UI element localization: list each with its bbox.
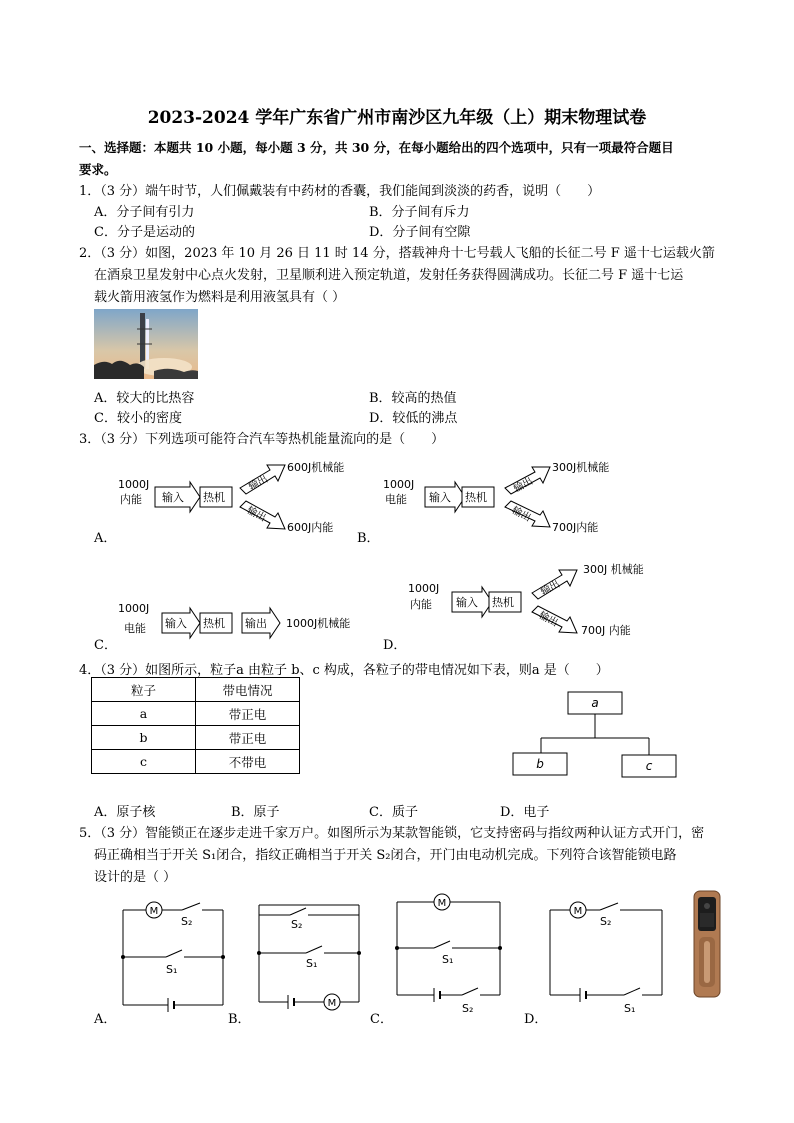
q3-diagram-d (405, 557, 665, 647)
q1-option-d[interactable]: D．分子间有空隙 (369, 225, 471, 240)
q3-diagram-a (110, 455, 360, 545)
q1-option-a[interactable]: A．分子间有引力 (94, 205, 195, 220)
table-header-row (92, 678, 300, 702)
diag-b-input-value: 1000J (383, 478, 415, 491)
q2-stem-line1: 2．（3 分）如图，2023 年 10 月 26 日 11 时 14 分，搭载神舟十七号载人飞船的长征二号 F 遥十七运载火箭 (79, 246, 715, 261)
switch-s1-label: S₁ (166, 963, 178, 976)
q5-option-d[interactable]: D． (524, 1012, 548, 1027)
diag-d-input-value: 1000J (408, 582, 440, 595)
motor-label: M (573, 906, 583, 917)
q5-option-a[interactable]: A． (94, 1012, 117, 1027)
q5-stem-line2: 码正确相当于开关 S₁闭合，指纹正确相当于开关 S₂闭合，开门由电动机完成。下列符合该智能锁电路 (94, 848, 677, 863)
diag-c-arrow-in: 输入 (165, 617, 187, 630)
table-cell: a (92, 702, 196, 726)
section-heading-line2: 要求。 (79, 162, 117, 177)
diag-b-out2: 700J内能 (552, 521, 599, 534)
q3-diagram-c (110, 595, 370, 645)
diag-d-arrow-out2: 输出 (536, 610, 560, 630)
page-title: 2023-2024 学年广东省广州市南沙区九年级（上）期末物理试卷 (147, 108, 647, 128)
table-cell: b (92, 726, 196, 750)
diag-d-input-type: 内能 (410, 598, 432, 611)
diag-a-out2: 600J内能 (287, 521, 334, 534)
q3-option-d[interactable]: D． (383, 638, 407, 653)
q3-option-c[interactable]: C． (94, 638, 117, 653)
table-row (92, 702, 300, 726)
q3-option-a[interactable]: A． (94, 531, 117, 546)
q2-option-c[interactable]: C．较小的密度 (94, 411, 182, 426)
q2-stem-line3: 载火箭用液氢作为燃料是利用液氢具有（ ） (94, 290, 346, 305)
table-cell: 带正电 (196, 702, 300, 726)
tree-node-b: b (536, 757, 544, 771)
diag-d-out1: 300J 机械能 (583, 563, 644, 576)
table-row (92, 750, 300, 774)
q2-option-d[interactable]: D．较低的沸点 (369, 411, 458, 426)
diag-d-arrow-out1: 输出 (539, 578, 562, 598)
q4-option-d[interactable]: D．电子 (500, 805, 550, 820)
diag-c-input-value: 1000J (118, 602, 150, 615)
motor-label: M (149, 906, 159, 917)
diag-a-arrow-in: 输入 (162, 491, 184, 504)
diag-d-engine: 热机 (492, 596, 514, 609)
q5-stem-line3: 设计的是（ ） (94, 870, 177, 885)
motor-label: M (327, 998, 337, 1009)
q2-option-b[interactable]: B．较高的热值 (369, 391, 457, 406)
switch-s2-label: S₂ (291, 918, 303, 931)
diag-c-engine: 热机 (203, 617, 225, 630)
q5-option-c[interactable]: C． (370, 1012, 393, 1027)
diag-b-arrow-in: 输入 (429, 491, 451, 504)
q4-stem: 4．（3 分）如图所示，粒子a 由粒子 b、c 构成，各粒子的带电情况如下表，则a 是（ ） (79, 663, 609, 678)
q3-diagram-b (380, 455, 640, 545)
diag-d-arrow-in: 输入 (456, 596, 478, 609)
q2-stem-line2: 在酒泉卫星发射中心点火发射，卫星顺利进入预定轨道，发射任务获得圆满成功。长征二号 F 遥十七运 (94, 268, 684, 283)
diag-d-out2: 700J 内能 (581, 624, 631, 637)
q1-option-c[interactable]: C．分子是运动的 (94, 225, 195, 240)
q1-stem: 1．（3 分）端午时节，人们佩戴装有中药材的香囊，我们能闻到淡淡的药香，说明（ ） (79, 184, 601, 199)
table-row (92, 726, 300, 750)
diag-a-input-value: 1000J (118, 478, 150, 491)
diag-c-out1: 1000J机械能 (286, 617, 351, 630)
q3-stem: 3．（3 分）下列选项可能符合汽车等热机能量流向的是（ ） (79, 432, 445, 447)
q3-option-b[interactable]: B． (357, 531, 380, 546)
q5-circuit-b (254, 895, 366, 1015)
diag-a-out1: 600J机械能 (287, 461, 345, 474)
q5-stem-line1: 5．（3 分）智能锁正在逐步走进千家万户。如图所示为某款智能锁，它支持密码与指纹两种认证方式开门，密 (79, 826, 705, 841)
switch-s1-label: S₁ (306, 957, 318, 970)
diag-a-arrow-out2: 输出 (244, 505, 268, 525)
q4-option-a[interactable]: A．原子核 (94, 805, 156, 820)
diag-a-input-type: 内能 (120, 493, 142, 506)
switch-s1-label: S₁ (624, 1002, 636, 1015)
diag-b-arrow-out2: 输出 (509, 505, 533, 525)
diag-b-input-type: 电能 (385, 493, 407, 506)
switch-s2-label: S₂ (462, 1002, 474, 1015)
particle-charge-table (91, 677, 300, 774)
section-heading-line1: 一、选择题：本题共 10 小题，每小题 3 分，共 30 分，在每小题给出的四个选项中，只有一项最符合题目 (79, 140, 674, 155)
q1-option-b[interactable]: B．分子间有斥力 (369, 205, 470, 220)
diag-a-arrow-out1: 输出 (247, 473, 270, 493)
q5-option-b[interactable]: B． (228, 1012, 251, 1027)
table-cell: 不带电 (196, 750, 300, 774)
table-header-cell: 带电情况 (196, 678, 300, 702)
switch-s2-label: S₂ (181, 915, 193, 928)
smart-lock-photo (692, 889, 722, 999)
tree-node-a: a (591, 696, 599, 710)
motor-label: M (437, 898, 447, 909)
q4-option-b[interactable]: B．原子 (231, 805, 280, 820)
diag-c-input-type: 电能 (124, 622, 146, 635)
table-cell: c (92, 750, 196, 774)
particle-tree-diagram (510, 690, 680, 780)
switch-s1-label: S₁ (442, 953, 454, 966)
q5-circuit-c (392, 890, 504, 1015)
rocket-launch-photo (94, 309, 198, 379)
tree-node-c: c (645, 759, 653, 773)
q2-option-a[interactable]: A．较大的比热容 (94, 391, 195, 406)
q5-circuit-a (118, 895, 230, 1015)
q5-circuit-d (548, 895, 668, 1017)
diag-b-arrow-out1: 输出 (512, 475, 535, 495)
diag-c-arrow-out: 输出 (245, 617, 267, 630)
table-cell: 带正电 (196, 726, 300, 750)
diag-b-engine: 热机 (465, 491, 487, 504)
q4-option-c[interactable]: C．质子 (369, 805, 418, 820)
switch-s2-label: S₂ (600, 915, 612, 928)
diag-a-engine: 热机 (203, 491, 225, 504)
diag-b-out1: 300J机械能 (552, 461, 610, 474)
table-header-cell: 粒子 (92, 678, 196, 702)
